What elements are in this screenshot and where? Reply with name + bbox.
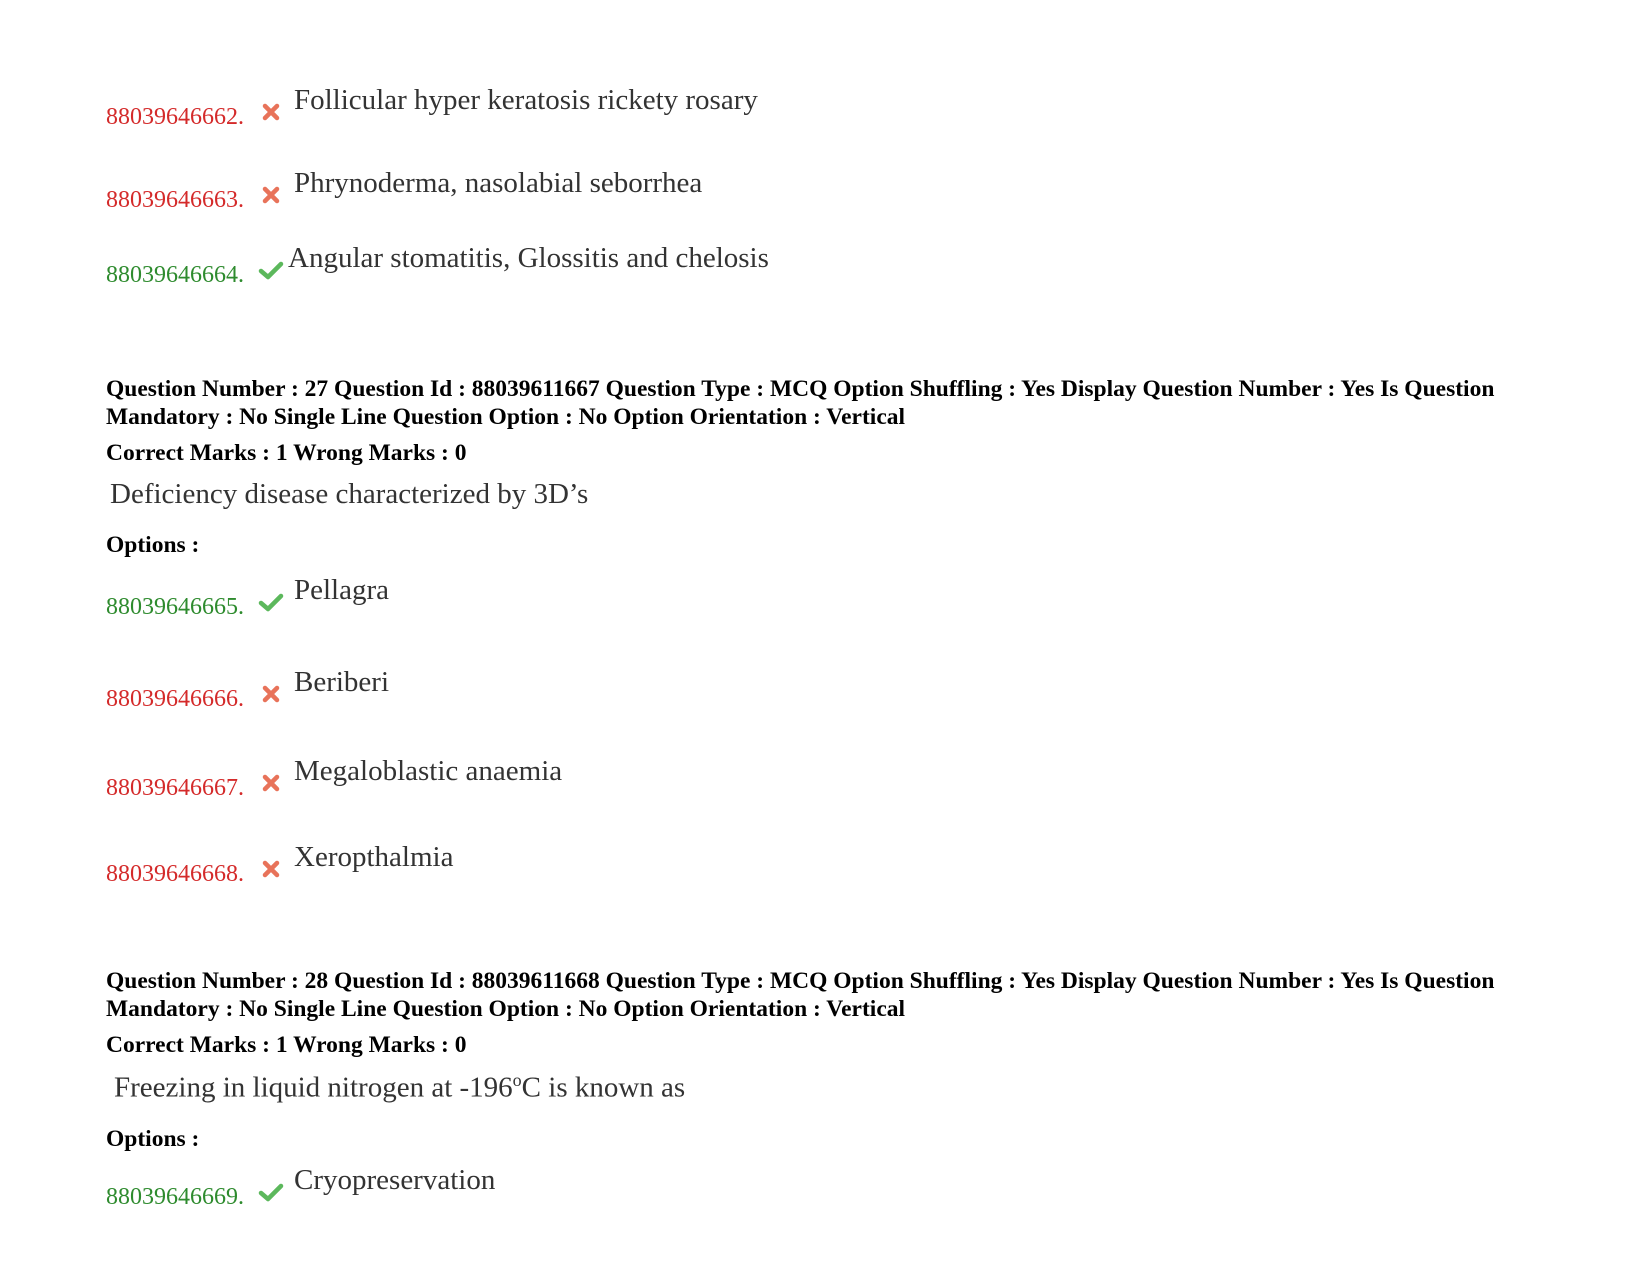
options-label: Options : [106,1126,200,1152]
question-text: Deficiency disease characterized by 3D’s [110,478,589,510]
cross-icon [258,184,284,206]
option-text: Follicular hyper keratosis rickety rosary [294,84,758,116]
option-id: 88039646666. [106,686,244,712]
option-text: Pellagra [294,574,390,606]
option-id: 88039646663. [106,187,244,213]
option-text: Megaloblastic anaemia [294,755,563,787]
option-row [106,167,703,213]
option-text: Angular stomatitis, Glossitis and chelosis [288,242,769,274]
option-row [106,666,390,712]
option-row [106,841,454,887]
cross-icon [258,858,284,880]
question-marks: Correct Marks : 1 Wrong Marks : 0 [106,1032,467,1058]
option-id: 88039646669. [106,1184,244,1210]
option-text: Phrynoderma, nasolabial seborrhea [294,167,703,199]
degree-superscript: o [512,1070,522,1090]
option-id: 88039646668. [106,861,244,887]
option-text: Cryopreservation [294,1164,496,1196]
option-id: 88039646665. [106,594,244,620]
check-icon [258,259,284,281]
question-marks: Correct Marks : 1 Wrong Marks : 0 [106,440,467,466]
question-text-tail: C is known as [521,1071,686,1104]
option-row [106,1164,496,1210]
cross-icon [258,772,284,794]
options-label: Options : [106,532,200,558]
option-row [106,84,758,130]
option-id: 88039646664. [106,262,244,288]
option-row [106,574,390,620]
question-text-main: Freezing in liquid nitrogen at -196 [114,1071,513,1104]
option-text: Xeropthalmia [294,841,454,873]
question-text [114,1070,685,1105]
check-icon [258,591,284,613]
check-icon [258,1181,284,1203]
option-row [106,755,563,801]
option-id: 88039646662. [106,104,244,130]
question-meta: Question Number : 27 Question Id : 88039611667 Question Type : MCQ Option Shuffling : Yes Display Question Number : Yes Is Question Mandatory : No Single Line Question Option : No Option Orientation : Vertical [106,376,1495,430]
question-meta: Question Number : 28 Question Id : 88039611668 Question Type : MCQ Option Shuffling : Yes Display Question Number : Yes Is Question Mandatory : No Single Line Question Option : No Option Orientation : Vertical [106,968,1495,1022]
option-text: Beriberi [294,666,390,698]
cross-icon [258,683,284,705]
option-row [106,242,769,288]
option-id: 88039646667. [106,775,244,801]
cross-icon [258,101,284,123]
